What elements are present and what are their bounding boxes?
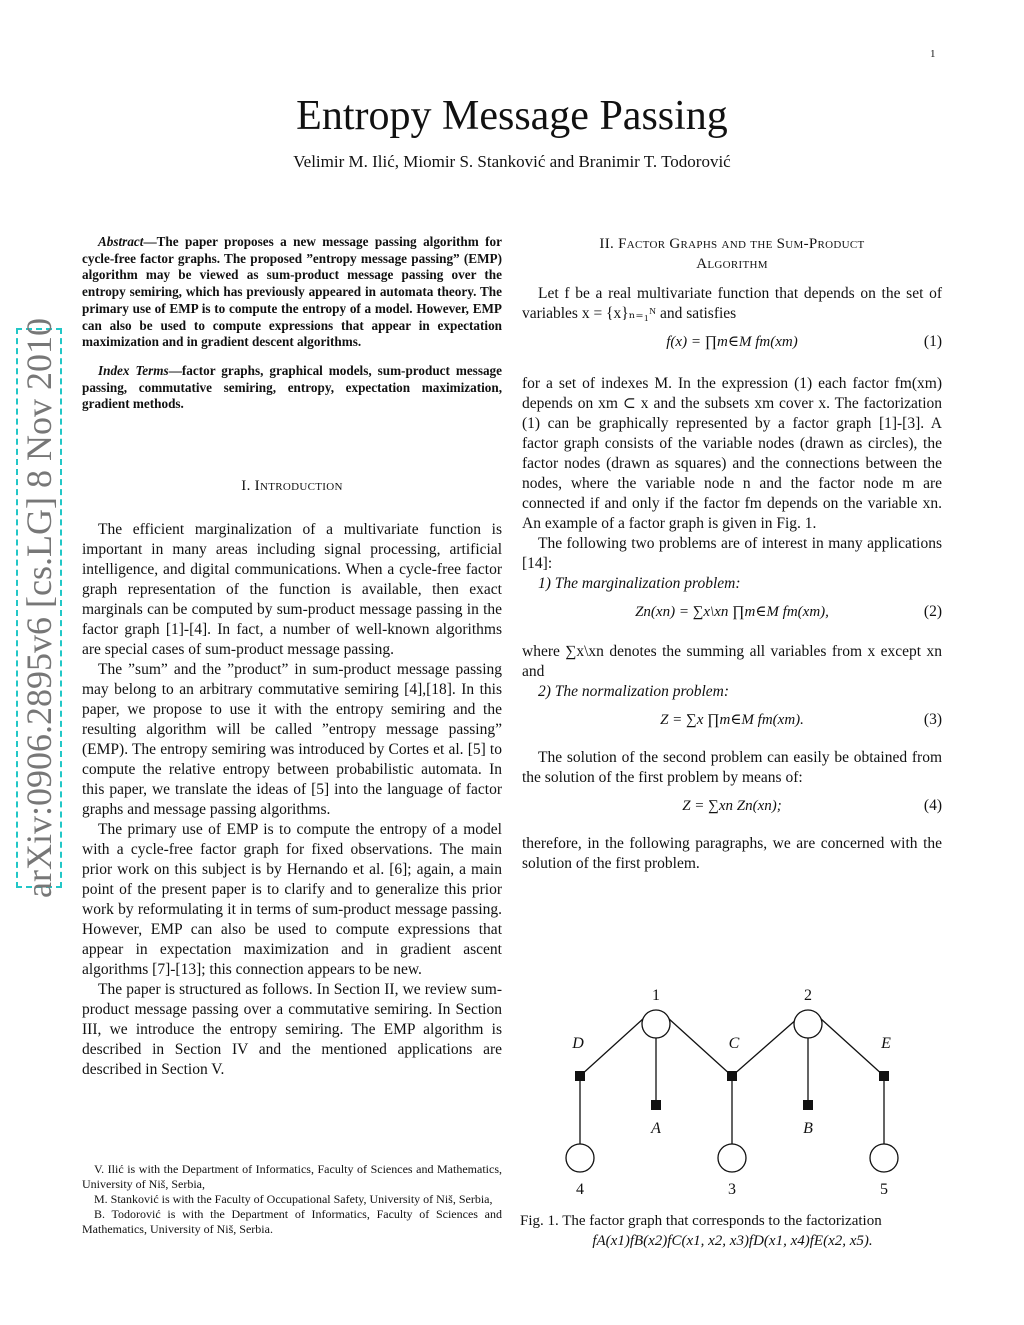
index-terms-label: Index Terms [98, 362, 169, 378]
factor-node-B [803, 1100, 813, 1110]
variable-node-4 [566, 1144, 594, 1172]
sec2-paragraph-1: Let f be a real multivariate function that depends on the set of variables x = {x}ₙ₌₁ᴺ and satisfies [522, 285, 942, 322]
edge-1-C [668, 1018, 732, 1076]
equation-2-body: Zn(xn) = ∑x\xn ∏m∈M fm(xm), [635, 604, 829, 620]
label-factor-B: B [803, 1120, 813, 1137]
introduction-section [82, 476, 502, 1080]
abstract-label: Abstract [98, 234, 144, 249]
equation-2 [522, 594, 942, 642]
factor-graph-figure [520, 980, 940, 1200]
label-factor-A: A [651, 1120, 661, 1137]
section-heading-factor-graphs-line2: Algorithm [696, 256, 768, 272]
abstract-block [82, 234, 502, 425]
equation-1-number: (1) [923, 333, 942, 350]
equation-3-number: (3) [923, 711, 942, 728]
paper-authors: Velimir M. Ilić, Miomir S. Stanković and Branimir T. Todorović [293, 152, 731, 171]
equation-4-body: Z = ∑xn Zn(xn); [682, 798, 782, 814]
footnote-1: V. Ilić is with the Department of Informatics, Faculty of Sciences and Mathematics, University of Niš, Serbia, [82, 1162, 502, 1191]
intro-paragraph-2: The ”sum” and the ”product” in sum-product message passing may belong to an arbitrary commutative semiring [4],[18]. In this paper, we propose to use it with the entropy semiring and the resulting algorithm will be called ”entropy message passing” (EMP). The entropy semiring was introduced by Cortes et al. [5] to compute the relative entropy between probabilistic automata. In this paper, we translate the ideas of [5] into the language of factor graphs and message passing algorithms. [82, 661, 502, 818]
equation-2-number: (2) [923, 603, 942, 620]
abstract [82, 234, 502, 351]
page-number: 1 [930, 48, 936, 60]
sec2-paragraph-4: where ∑x\xn denotes the summing all variables from x except xn and [522, 643, 942, 680]
factor-node-A [651, 1100, 661, 1110]
equation-4-number: (4) [923, 797, 942, 814]
edge-C-2 [732, 1018, 798, 1076]
factor-graph-section [522, 234, 942, 874]
variable-node-5 [870, 1144, 898, 1172]
figure-caption [520, 1211, 945, 1251]
problem-1-label: 1) The marginalization problem: [538, 575, 741, 592]
figure-caption-formula: fA(x1)fB(x2)fC(x1, x2, x3)fD(x1, x4)fE(x2, x5). [592, 1233, 873, 1249]
abstract-text: —The paper proposes a new message passing algorithm for cycle-free factor graphs. The proposed ”entropy message passing” (EMP) algorithm may be viewed as sum-product message passing over the entropy semiring, which has previously appeared in automata theory. The primary use of EMP is to compute the entropy of a model. However, EMP can also be used to compute expressions that appear in expectation maximization and in gradient descent algorithms. [82, 234, 502, 350]
intro-paragraph-1: The efficient marginalization of a multivariate function is important in many areas including signal processing, artificial intelligence, and digital communications. When a cycle-free factor graph representation of the function is available, then exact marginals can be computed by sum-product message passing in the factor graph [1]-[4]. In fact, a number of well-known algorithms are special cases of sum-product message passing. [82, 521, 502, 658]
label-factor-E: E [881, 1035, 891, 1052]
index-terms [82, 363, 502, 413]
variable-node-1 [642, 1010, 670, 1038]
intro-paragraph-3: The primary use of EMP is to compute the entropy of a model with a cycle-free factor graph for fixed observations. The main prior work on this subject is by Hernando et al. [6]; again, a main point of the present paper is to clarify and to generalize this prior work by reformulating it in terms of sum-product message passing. However, EMP can also be used to compute expressions that appear in expectation maximization and in gradient ascent algorithms [7]-[13]; this connection appears to be new. [82, 821, 502, 978]
label-node-1: 1 [652, 987, 660, 1004]
sec2-paragraph-2: for a set of indexes M. In the expression (1) each factor fm(xm) depends on xm ⊂ x and the subsets xm cover x. The factorization (1) can be graphically represented by a factor graph [1]-[3]. A factor graph consists of the variable nodes (drawn as circles), the factor nodes (drawn as squares) and the connections between the nodes, where the variable node n and the factor node m are connected if and only if the factor fm depends on the variable xn. An example of a factor graph is given in Fig. 1. [522, 375, 942, 532]
section-heading-introduction: I. Introduction [241, 478, 343, 494]
equation-3 [522, 702, 942, 748]
figure-caption-text: Fig. 1. The factor graph that corresponds to the factorization [520, 1213, 882, 1229]
variable-node-3 [718, 1144, 746, 1172]
index-terms-text: —factor graphs, graphical models, sum-product message passing, commutative semiring, entropy, expectation maximization, gradient methods. [82, 362, 502, 412]
label-node-2: 2 [804, 987, 812, 1004]
equation-1-body: f(x) = ∏m∈M fm(xm) [666, 334, 798, 350]
problem-2-label: 2) The normalization problem: [538, 683, 730, 700]
edge-D-1 [580, 1018, 644, 1076]
footnotes [82, 1162, 502, 1237]
intro-paragraph-4: The paper is structured as follows. In Section II, we review sum-product message passing over a commutative semiring. In Section III, we introduce the entropy semiring. The EMP algorithm is described in Section IV and the mentioned applications are described in Section V. [82, 981, 502, 1078]
factor-node-C [727, 1071, 737, 1081]
factor-node-D [575, 1071, 585, 1081]
sec2-paragraph-3: The following two problems are of interest in many applications [14]: [522, 535, 942, 572]
footnote-2: M. Stanković is with the Faculty of Occupational Safety, University of Niš, Serbia, [94, 1192, 493, 1206]
edge-2-E [820, 1018, 884, 1076]
label-factor-D: D [572, 1035, 584, 1052]
label-factor-C: C [728, 1035, 740, 1052]
label-node-4: 4 [576, 1181, 584, 1198]
sec2-paragraph-5: The solution of the second problem can easily be obtained from the solution of the first problem by means of: [522, 749, 942, 786]
arxiv-stamp [16, 318, 62, 898]
equation-1 [522, 324, 942, 374]
section-heading-factor-graphs: II. Factor Graphs and the Sum-Product [599, 236, 865, 252]
arxiv-id: arXiv:0906.2895v6 [cs.LG] 8 Nov 2010 [19, 318, 59, 898]
label-node-5: 5 [880, 1181, 888, 1198]
variable-node-2 [794, 1010, 822, 1038]
label-node-3: 3 [728, 1181, 736, 1198]
paper-title: Entropy Message Passing [296, 93, 728, 139]
sec2-paragraph-6: therefore, in the following paragraphs, we are concerned with the solution of the first problem. [522, 835, 942, 872]
footnote-3: B. Todorović is with the Department of Informatics, Faculty of Sciences and Mathematics, University of Niš, Serbia. [82, 1207, 502, 1236]
factor-node-E [879, 1071, 889, 1081]
equation-3-body: Z = ∑x ∏m∈M fm(xm). [660, 712, 804, 728]
equation-4 [522, 788, 942, 834]
